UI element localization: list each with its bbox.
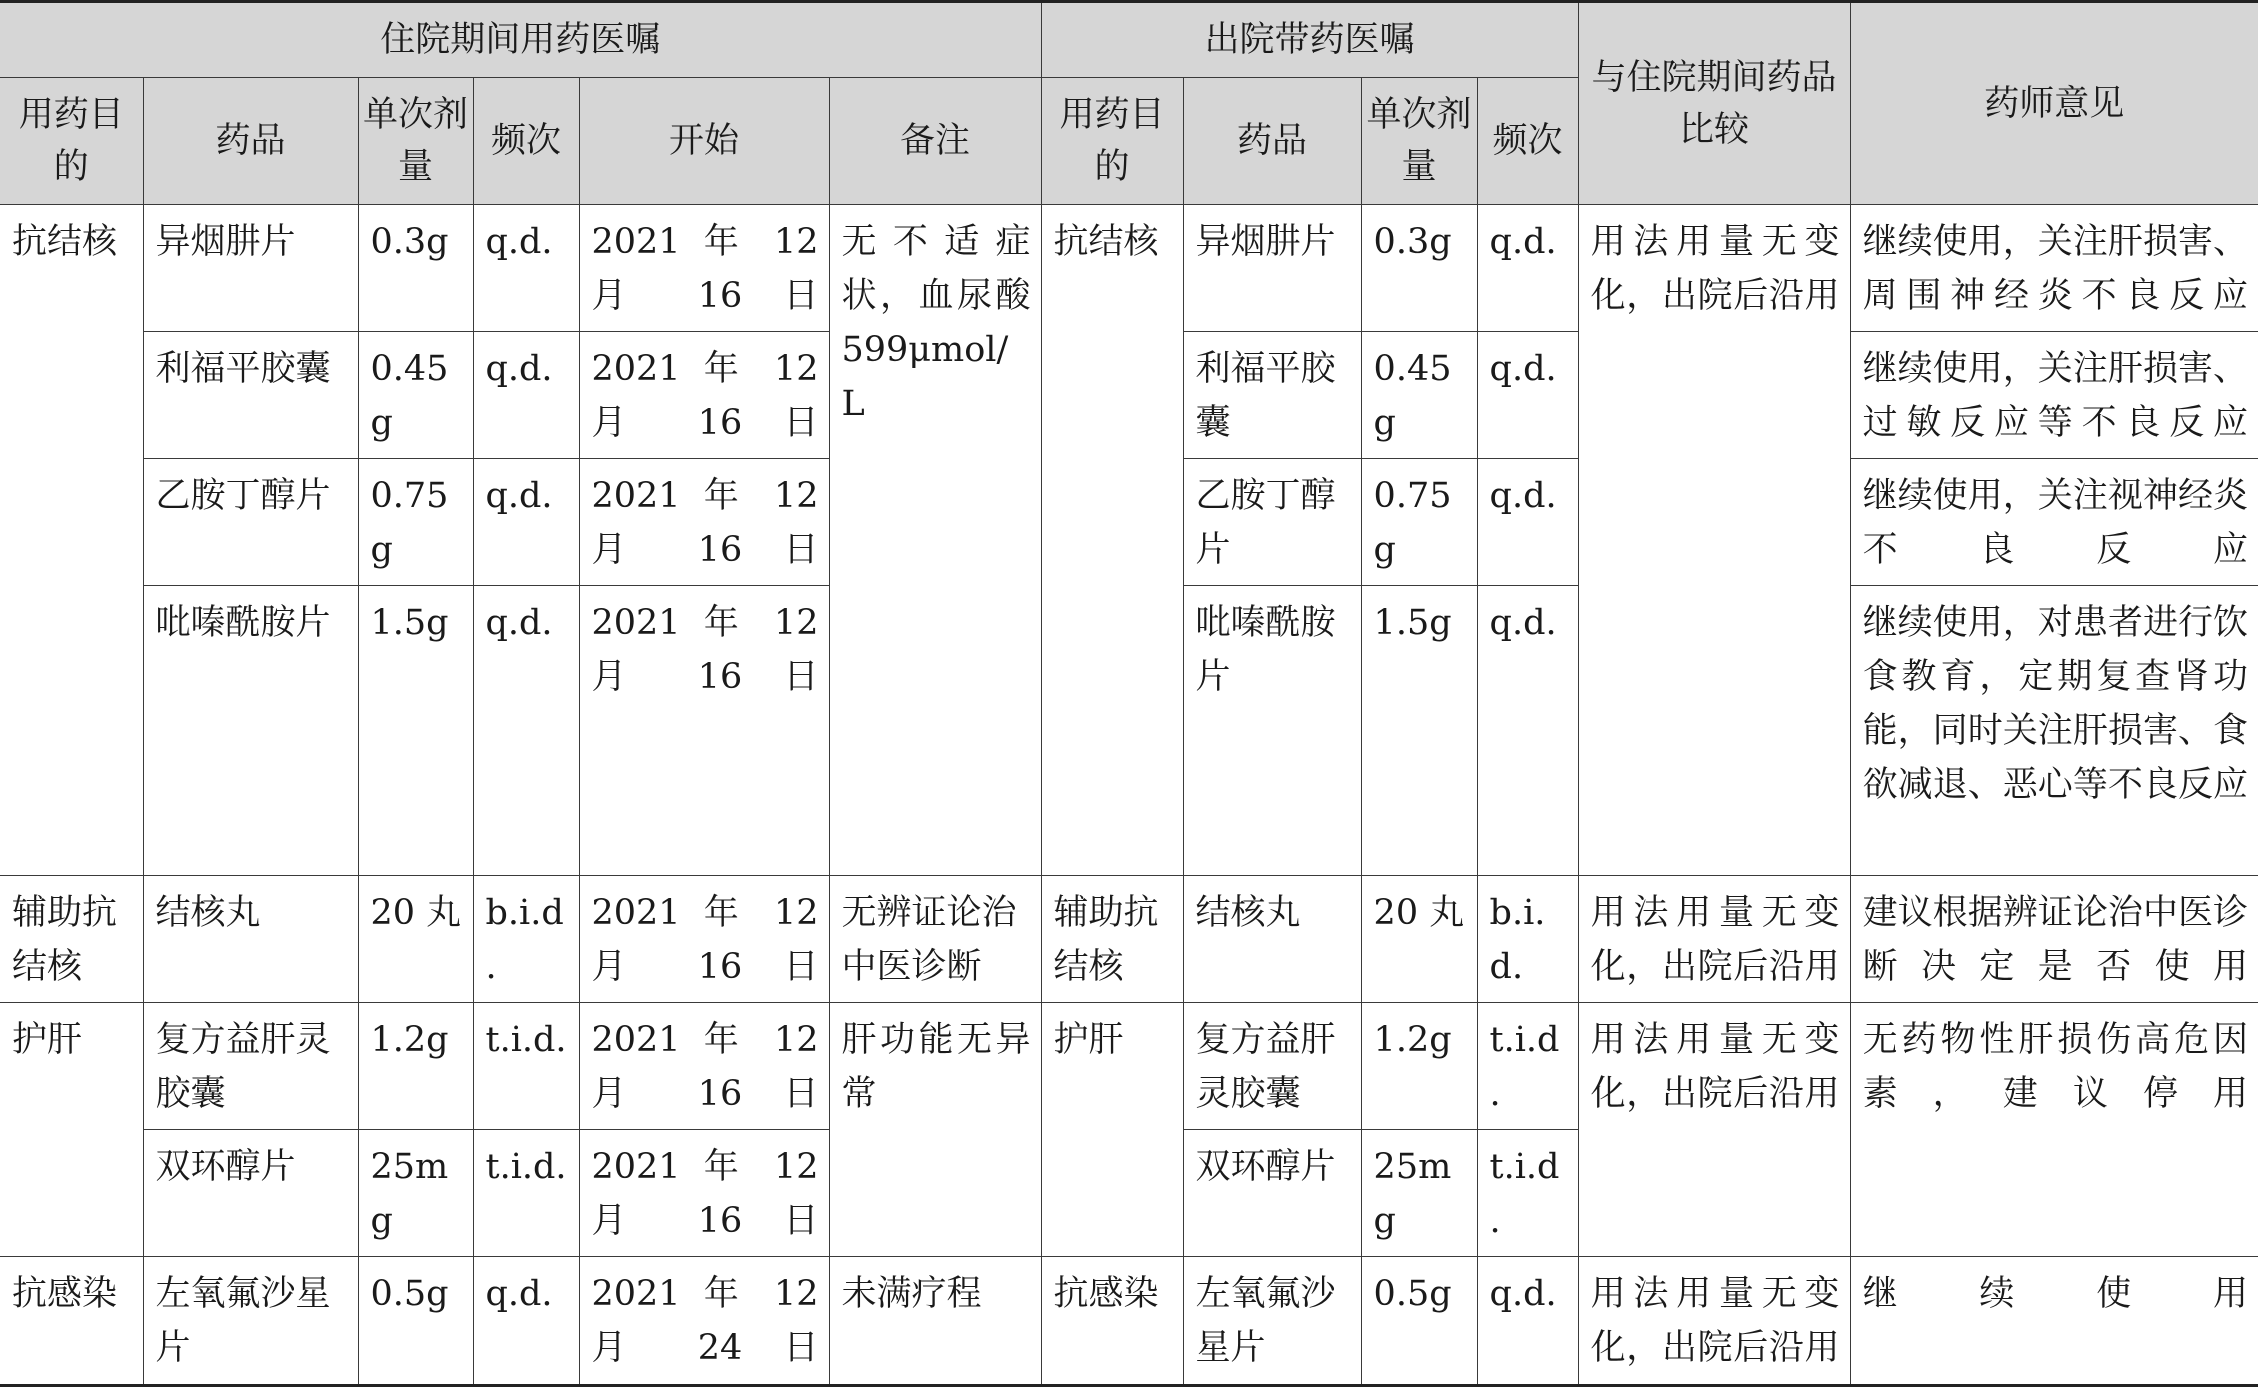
- cell-discharge-frequency: q.d.: [1477, 1257, 1578, 1386]
- cell-discharge-frequency: q.d.: [1477, 459, 1578, 586]
- cell-purpose: 抗结核: [0, 205, 143, 876]
- cell-discharge-drug: 异烟肼片: [1183, 205, 1361, 332]
- cell-discharge-dose: 1.5g: [1361, 586, 1477, 876]
- cell-drug: 吡嗪酰胺片: [143, 586, 358, 876]
- cell-start: 2021 年 12 月 16 日: [579, 876, 829, 1003]
- cell-start: 2021 年 12 月 16 日: [579, 1003, 829, 1130]
- cell-discharge-purpose: 辅助抗结核: [1041, 876, 1183, 1003]
- cell-start: 2021 年 12 月 16 日: [579, 205, 829, 332]
- cell-comparison: 用法用量无变化，出院后沿用: [1578, 205, 1850, 876]
- header-drug: 药品: [143, 78, 358, 205]
- cell-dose: 0.45g: [358, 332, 473, 459]
- cell-opinion: 继续使用，对患者进行饮食教育，定期复查肾功能，同时关注肝损害、食欲减退、恶心等不良反应: [1850, 586, 2258, 876]
- cell-discharge-dose: 1.2g: [1361, 1003, 1477, 1130]
- cell-comparison: 用法用量无变化，出院后沿用: [1578, 876, 1850, 1003]
- cell-dose: 25mg: [358, 1130, 473, 1257]
- cell-discharge-drug: 双环醇片: [1183, 1130, 1361, 1257]
- cell-discharge-drug: 结核丸: [1183, 876, 1361, 1003]
- cell-discharge-frequency: t.i.d.: [1477, 1130, 1578, 1257]
- cell-discharge-purpose: 抗结核: [1041, 205, 1183, 876]
- cell-comparison: 用法用量无变化，出院后沿用: [1578, 1003, 1850, 1257]
- cell-start: 2021 年 12 月 16 日: [579, 332, 829, 459]
- cell-purpose: 辅助抗结核: [0, 876, 143, 1003]
- cell-opinion: 无药物性肝损伤高危因素，建议停用: [1850, 1003, 2258, 1257]
- table-row: [0, 876, 2258, 1003]
- cell-opinion: 继续使用，关注视神经炎不良反应: [1850, 459, 2258, 586]
- cell-discharge-drug: 复方益肝灵胶囊: [1183, 1003, 1361, 1130]
- cell-frequency: q.d.: [473, 205, 579, 332]
- cell-discharge-frequency: q.d.: [1477, 332, 1578, 459]
- header-start: 开始: [579, 78, 829, 205]
- cell-frequency: q.d.: [473, 459, 579, 586]
- cell-drug: 复方益肝灵胶囊: [143, 1003, 358, 1130]
- header-remark: 备注: [829, 78, 1041, 205]
- cell-discharge-drug: 利福平胶囊: [1183, 332, 1361, 459]
- cell-discharge-drug: 吡嗪酰胺片: [1183, 586, 1361, 876]
- header-discharge-orders: 出院带药医嘱: [1041, 2, 1578, 78]
- header-discharge-drug: 药品: [1183, 78, 1361, 205]
- cell-frequency: q.d.: [473, 1257, 579, 1386]
- cell-discharge-drug: 乙胺丁醇片: [1183, 459, 1361, 586]
- cell-start: 2021 年 12 月 16 日: [579, 586, 829, 876]
- header-purpose: 用药目的: [0, 78, 143, 205]
- cell-dose: 0.5g: [358, 1257, 473, 1386]
- cell-dose: 0.3g: [358, 205, 473, 332]
- cell-discharge-frequency: b.i.d.: [1477, 876, 1578, 1003]
- cell-frequency: q.d.: [473, 332, 579, 459]
- cell-frequency: q.d.: [473, 586, 579, 876]
- cell-purpose: 抗感染: [0, 1257, 143, 1386]
- cell-opinion: 继续使用: [1850, 1257, 2258, 1386]
- header-pharmacist-opinion: 药师意见: [1850, 2, 2258, 205]
- cell-drug: 乙胺丁醇片: [143, 459, 358, 586]
- header-discharge-purpose: 用药目的: [1041, 78, 1183, 205]
- cell-discharge-frequency: t.i.d.: [1477, 1003, 1578, 1130]
- cell-discharge-frequency: q.d.: [1477, 586, 1578, 876]
- cell-remark: 未满疗程: [829, 1257, 1041, 1386]
- cell-discharge-dose: 25mg: [1361, 1130, 1477, 1257]
- cell-start: 2021 年 12 月 16 日: [579, 459, 829, 586]
- cell-discharge-dose: 0.45g: [1361, 332, 1477, 459]
- cell-dose: 20 丸: [358, 876, 473, 1003]
- cell-start: 2021 年 12 月 24 日: [579, 1257, 829, 1386]
- table-row: [0, 1003, 2258, 1130]
- cell-frequency: t.i.d.: [473, 1003, 579, 1130]
- cell-discharge-purpose: 护肝: [1041, 1003, 1183, 1257]
- cell-dose: 0.75g: [358, 459, 473, 586]
- cell-remark: 无辨证论治中医诊断: [829, 876, 1041, 1003]
- cell-purpose: 护肝: [0, 1003, 143, 1257]
- cell-discharge-dose: 20 丸: [1361, 876, 1477, 1003]
- header-discharge-dose: 单次剂量: [1361, 78, 1477, 205]
- cell-dose: 1.2g: [358, 1003, 473, 1130]
- cell-drug: 利福平胶囊: [143, 332, 358, 459]
- cell-discharge-drug: 左氧氟沙星片: [1183, 1257, 1361, 1386]
- cell-frequency: b.i.d.: [473, 876, 579, 1003]
- table-row: [0, 1257, 2258, 1386]
- cell-opinion: 建议根据辨证论治中医诊断决定是否使用: [1850, 876, 2258, 1003]
- header-discharge-frequency: 频次: [1477, 78, 1578, 205]
- cell-discharge-dose: 0.75g: [1361, 459, 1477, 586]
- cell-start: 2021 年 12 月 16 日: [579, 1130, 829, 1257]
- cell-remark: 无不适症状，血尿酸 599μmol/L: [829, 205, 1041, 876]
- header-inpatient-orders: 住院期间用药医嘱: [0, 2, 1041, 78]
- cell-discharge-dose: 0.3g: [1361, 205, 1477, 332]
- cell-opinion: 继续使用，关注肝损害、周围神经炎不良反应: [1850, 205, 2258, 332]
- cell-drug: 结核丸: [143, 876, 358, 1003]
- cell-dose: 1.5g: [358, 586, 473, 876]
- cell-drug: 异烟肼片: [143, 205, 358, 332]
- cell-drug: 左氧氟沙星片: [143, 1257, 358, 1386]
- table-row: [0, 205, 2258, 332]
- cell-discharge-dose: 0.5g: [1361, 1257, 1477, 1386]
- header-comparison: 与住院期间药品比较: [1578, 2, 1850, 205]
- cell-opinion: 继续使用，关注肝损害、过敏反应等不良反应: [1850, 332, 2258, 459]
- cell-comparison: 用法用量无变化，出院后沿用: [1578, 1257, 1850, 1386]
- cell-drug: 双环醇片: [143, 1130, 358, 1257]
- header-frequency: 频次: [473, 78, 579, 205]
- cell-remark: 肝功能无异常: [829, 1003, 1041, 1257]
- cell-frequency: t.i.d.: [473, 1130, 579, 1257]
- header-dose: 单次剂量: [358, 78, 473, 205]
- cell-discharge-purpose: 抗感染: [1041, 1257, 1183, 1386]
- cell-discharge-frequency: q.d.: [1477, 205, 1578, 332]
